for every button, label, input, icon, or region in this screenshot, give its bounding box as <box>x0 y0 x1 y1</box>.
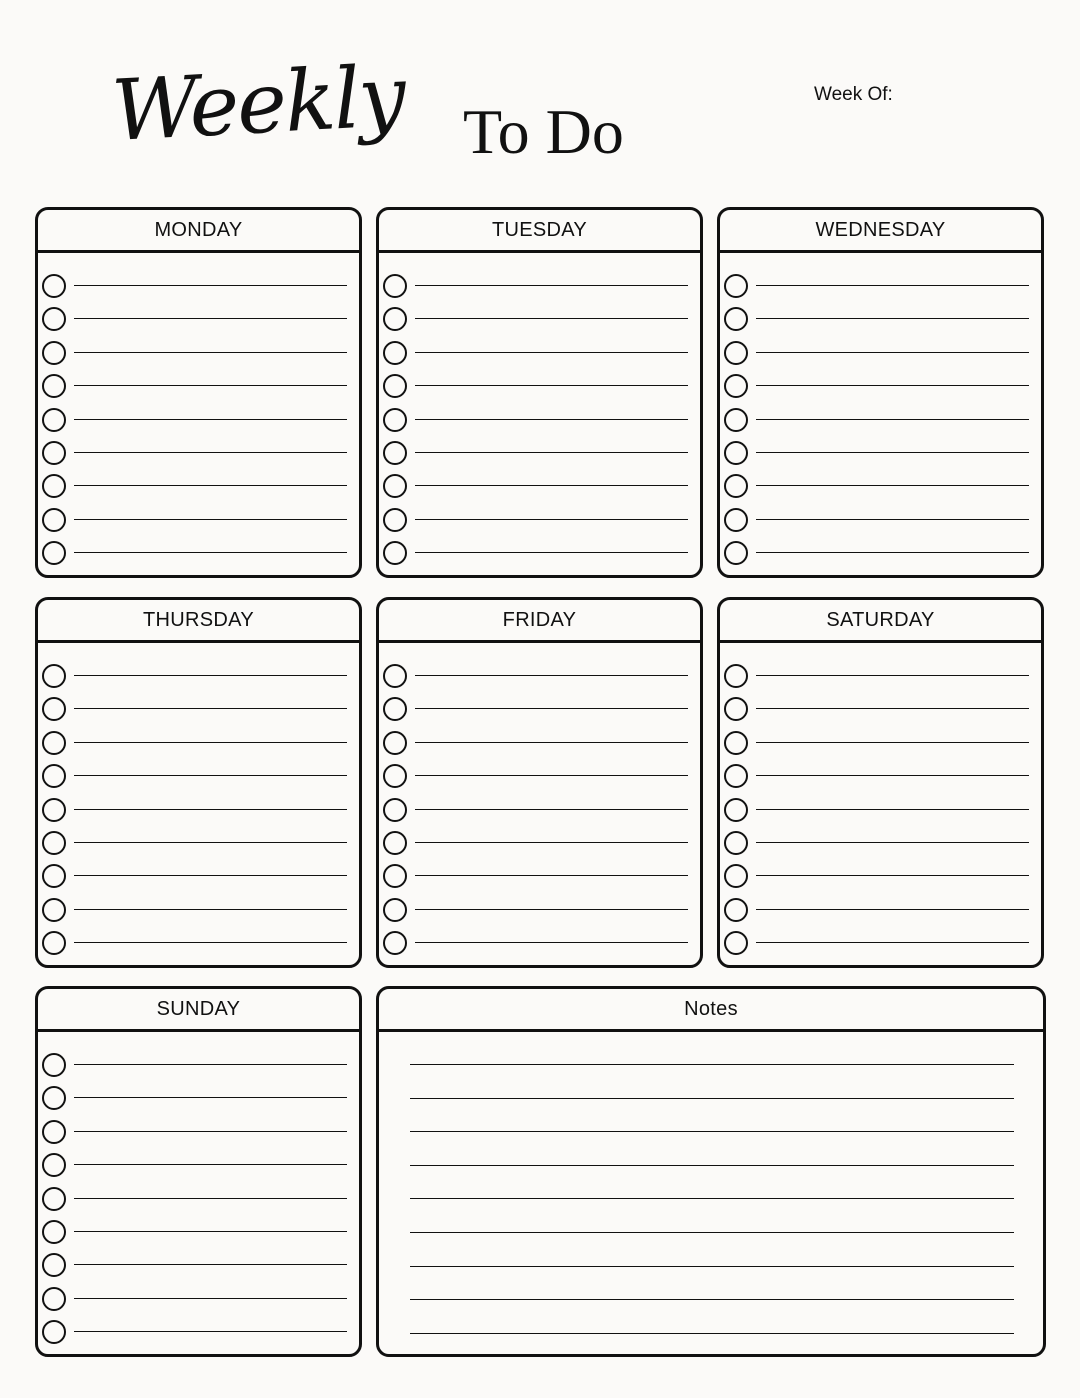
task-checkbox[interactable] <box>42 508 66 532</box>
task-row <box>724 664 1029 688</box>
task-line <box>74 1198 347 1199</box>
task-checkbox[interactable] <box>42 307 66 331</box>
note-line <box>410 1198 1014 1199</box>
task-checkbox[interactable] <box>42 541 66 565</box>
task-row <box>42 1220 347 1244</box>
task-row <box>383 931 688 955</box>
task-checkbox[interactable] <box>42 1220 66 1244</box>
task-row <box>724 764 1029 788</box>
task-checkbox[interactable] <box>383 764 407 788</box>
task-row <box>42 864 347 888</box>
note-line <box>410 1131 1014 1132</box>
task-row <box>42 1320 347 1344</box>
task-line <box>756 708 1029 709</box>
task-checkbox[interactable] <box>724 831 748 855</box>
task-row <box>724 541 1029 565</box>
task-line <box>74 742 347 743</box>
task-row <box>383 341 688 365</box>
task-line <box>74 809 347 810</box>
task-line <box>756 419 1029 420</box>
day-header: TUESDAY <box>379 210 700 253</box>
task-checkbox[interactable] <box>383 307 407 331</box>
task-checkbox[interactable] <box>383 931 407 955</box>
task-line <box>74 1298 347 1299</box>
task-line <box>756 875 1029 876</box>
task-line <box>74 1064 347 1065</box>
task-row <box>724 408 1029 432</box>
notes-card <box>376 986 1046 1357</box>
task-row <box>383 274 688 298</box>
task-checkbox[interactable] <box>42 1253 66 1277</box>
task-row <box>724 341 1029 365</box>
task-line <box>74 485 347 486</box>
day-card-wednesday <box>717 207 1044 578</box>
task-line <box>756 318 1029 319</box>
task-line <box>756 452 1029 453</box>
task-line <box>415 552 688 553</box>
task-row <box>383 831 688 855</box>
task-line <box>415 675 688 676</box>
task-row <box>42 1120 347 1144</box>
task-row <box>42 541 347 565</box>
task-checkbox[interactable] <box>724 764 748 788</box>
task-checkbox[interactable] <box>724 408 748 432</box>
task-row <box>724 731 1029 755</box>
day-card-thursday <box>35 597 362 968</box>
task-line <box>756 285 1029 286</box>
task-line <box>415 775 688 776</box>
task-checkbox[interactable] <box>42 1287 66 1311</box>
task-line <box>74 552 347 553</box>
task-row <box>42 1086 347 1110</box>
note-line <box>410 1266 1014 1267</box>
task-line <box>74 1264 347 1265</box>
task-checkbox[interactable] <box>42 697 66 721</box>
task-row <box>42 697 347 721</box>
task-line <box>415 519 688 520</box>
task-line <box>74 452 347 453</box>
task-row <box>42 764 347 788</box>
task-row <box>42 508 347 532</box>
task-row <box>42 664 347 688</box>
page-title: To Do <box>463 96 624 167</box>
task-line <box>74 1331 347 1332</box>
task-line <box>415 742 688 743</box>
task-checkbox[interactable] <box>42 274 66 298</box>
task-row <box>724 864 1029 888</box>
task-row <box>42 307 347 331</box>
task-checkbox[interactable] <box>42 1120 66 1144</box>
task-line <box>74 1131 347 1132</box>
task-row <box>724 441 1029 465</box>
task-row <box>42 931 347 955</box>
task-checkbox[interactable] <box>42 1053 66 1077</box>
task-row <box>42 1153 347 1177</box>
task-row <box>383 474 688 498</box>
task-checkbox[interactable] <box>724 931 748 955</box>
task-checkbox[interactable] <box>724 898 748 922</box>
task-line <box>415 809 688 810</box>
day-card-sunday <box>35 986 362 1357</box>
note-line <box>410 1165 1014 1166</box>
note-line <box>410 1333 1014 1334</box>
task-checkbox[interactable] <box>383 374 407 398</box>
task-line <box>415 909 688 910</box>
task-line <box>756 519 1029 520</box>
day-header: SUNDAY <box>38 989 359 1032</box>
notes-header: Notes <box>379 989 1043 1032</box>
task-row <box>383 731 688 755</box>
task-checkbox[interactable] <box>724 798 748 822</box>
task-line <box>415 842 688 843</box>
task-line <box>415 318 688 319</box>
task-row <box>42 731 347 755</box>
task-row <box>383 697 688 721</box>
task-checkbox[interactable] <box>42 664 66 688</box>
task-row <box>42 274 347 298</box>
task-line <box>756 942 1029 943</box>
task-row <box>42 341 347 365</box>
week-of-label: Week Of: <box>814 84 893 105</box>
task-line <box>756 775 1029 776</box>
task-line <box>415 452 688 453</box>
task-line <box>74 419 347 420</box>
task-checkbox[interactable] <box>42 764 66 788</box>
task-row <box>724 831 1029 855</box>
task-line <box>74 875 347 876</box>
task-checkbox[interactable] <box>42 341 66 365</box>
task-checkbox[interactable] <box>42 831 66 855</box>
task-row <box>383 798 688 822</box>
task-checkbox[interactable] <box>383 474 407 498</box>
task-checkbox[interactable] <box>42 798 66 822</box>
task-line <box>74 909 347 910</box>
task-row <box>383 864 688 888</box>
note-line <box>410 1232 1014 1233</box>
task-line <box>756 485 1029 486</box>
task-checkbox[interactable] <box>383 541 407 565</box>
task-row <box>383 307 688 331</box>
task-row <box>42 441 347 465</box>
task-row <box>724 374 1029 398</box>
task-row <box>383 374 688 398</box>
task-checkbox[interactable] <box>42 1086 66 1110</box>
task-line <box>74 318 347 319</box>
task-checkbox[interactable] <box>724 731 748 755</box>
task-row <box>724 474 1029 498</box>
day-card-saturday <box>717 597 1044 968</box>
task-row <box>383 508 688 532</box>
task-checkbox[interactable] <box>42 1153 66 1177</box>
task-row <box>724 798 1029 822</box>
task-line <box>74 519 347 520</box>
task-line <box>756 842 1029 843</box>
task-line <box>74 1097 347 1098</box>
day-header: FRIDAY <box>379 600 700 643</box>
task-line <box>756 385 1029 386</box>
task-line <box>415 942 688 943</box>
task-line <box>74 775 347 776</box>
task-line <box>756 552 1029 553</box>
task-row <box>724 508 1029 532</box>
task-checkbox[interactable] <box>383 274 407 298</box>
task-row <box>42 1053 347 1077</box>
task-line <box>74 385 347 386</box>
task-line <box>756 352 1029 353</box>
task-checkbox[interactable] <box>383 664 407 688</box>
task-line <box>74 285 347 286</box>
task-line <box>756 809 1029 810</box>
task-checkbox[interactable] <box>383 697 407 721</box>
task-row <box>383 898 688 922</box>
task-row <box>42 1287 347 1311</box>
task-row <box>383 441 688 465</box>
task-checkbox[interactable] <box>724 864 748 888</box>
day-header: MONDAY <box>38 210 359 253</box>
task-checkbox[interactable] <box>383 798 407 822</box>
day-card-tuesday <box>376 207 703 578</box>
task-checkbox[interactable] <box>383 731 407 755</box>
task-line <box>74 1231 347 1232</box>
task-row <box>724 274 1029 298</box>
task-checkbox[interactable] <box>724 664 748 688</box>
task-row <box>42 408 347 432</box>
task-checkbox[interactable] <box>724 508 748 532</box>
task-line <box>74 842 347 843</box>
task-line <box>415 708 688 709</box>
task-row <box>724 697 1029 721</box>
task-checkbox[interactable] <box>42 731 66 755</box>
task-row <box>383 764 688 788</box>
task-checkbox[interactable] <box>724 697 748 721</box>
task-row <box>383 664 688 688</box>
task-line <box>74 942 347 943</box>
day-card-friday <box>376 597 703 968</box>
task-line <box>415 285 688 286</box>
task-line <box>74 1164 347 1165</box>
task-checkbox[interactable] <box>42 864 66 888</box>
task-checkbox[interactable] <box>724 341 748 365</box>
day-card-monday <box>35 207 362 578</box>
task-row <box>42 1253 347 1277</box>
task-row <box>383 541 688 565</box>
day-header: WEDNESDAY <box>720 210 1041 253</box>
task-checkbox[interactable] <box>724 374 748 398</box>
task-checkbox[interactable] <box>383 831 407 855</box>
task-checkbox[interactable] <box>42 374 66 398</box>
task-line <box>756 742 1029 743</box>
day-header: THURSDAY <box>38 600 359 643</box>
task-row <box>724 307 1029 331</box>
task-line <box>74 675 347 676</box>
day-header: SATURDAY <box>720 600 1041 643</box>
task-checkbox[interactable] <box>383 408 407 432</box>
task-checkbox[interactable] <box>42 931 66 955</box>
task-row <box>42 798 347 822</box>
task-checkbox[interactable] <box>724 474 748 498</box>
task-row <box>383 408 688 432</box>
task-row <box>42 1187 347 1211</box>
note-line <box>410 1299 1014 1300</box>
task-checkbox[interactable] <box>42 898 66 922</box>
task-row <box>42 374 347 398</box>
note-line <box>410 1098 1014 1099</box>
task-checkbox[interactable] <box>383 898 407 922</box>
task-line <box>756 675 1029 676</box>
task-line <box>74 708 347 709</box>
task-line <box>415 875 688 876</box>
task-checkbox[interactable] <box>724 441 748 465</box>
task-line <box>415 385 688 386</box>
task-checkbox[interactable] <box>42 408 66 432</box>
note-line <box>410 1064 1014 1065</box>
task-row <box>724 898 1029 922</box>
task-checkbox[interactable] <box>383 441 407 465</box>
task-checkbox[interactable] <box>42 1187 66 1211</box>
task-line <box>415 419 688 420</box>
task-checkbox[interactable] <box>383 341 407 365</box>
task-checkbox[interactable] <box>724 541 748 565</box>
task-checkbox[interactable] <box>724 307 748 331</box>
page-title-script: Weekly <box>109 46 407 160</box>
task-checkbox[interactable] <box>724 274 748 298</box>
task-line <box>415 485 688 486</box>
task-line <box>415 352 688 353</box>
task-checkbox[interactable] <box>42 441 66 465</box>
task-row <box>42 898 347 922</box>
task-row <box>42 831 347 855</box>
task-checkbox[interactable] <box>42 474 66 498</box>
task-row <box>42 474 347 498</box>
task-row <box>724 931 1029 955</box>
task-checkbox[interactable] <box>383 864 407 888</box>
task-line <box>756 909 1029 910</box>
task-checkbox[interactable] <box>42 1320 66 1344</box>
task-line <box>74 352 347 353</box>
task-checkbox[interactable] <box>383 508 407 532</box>
